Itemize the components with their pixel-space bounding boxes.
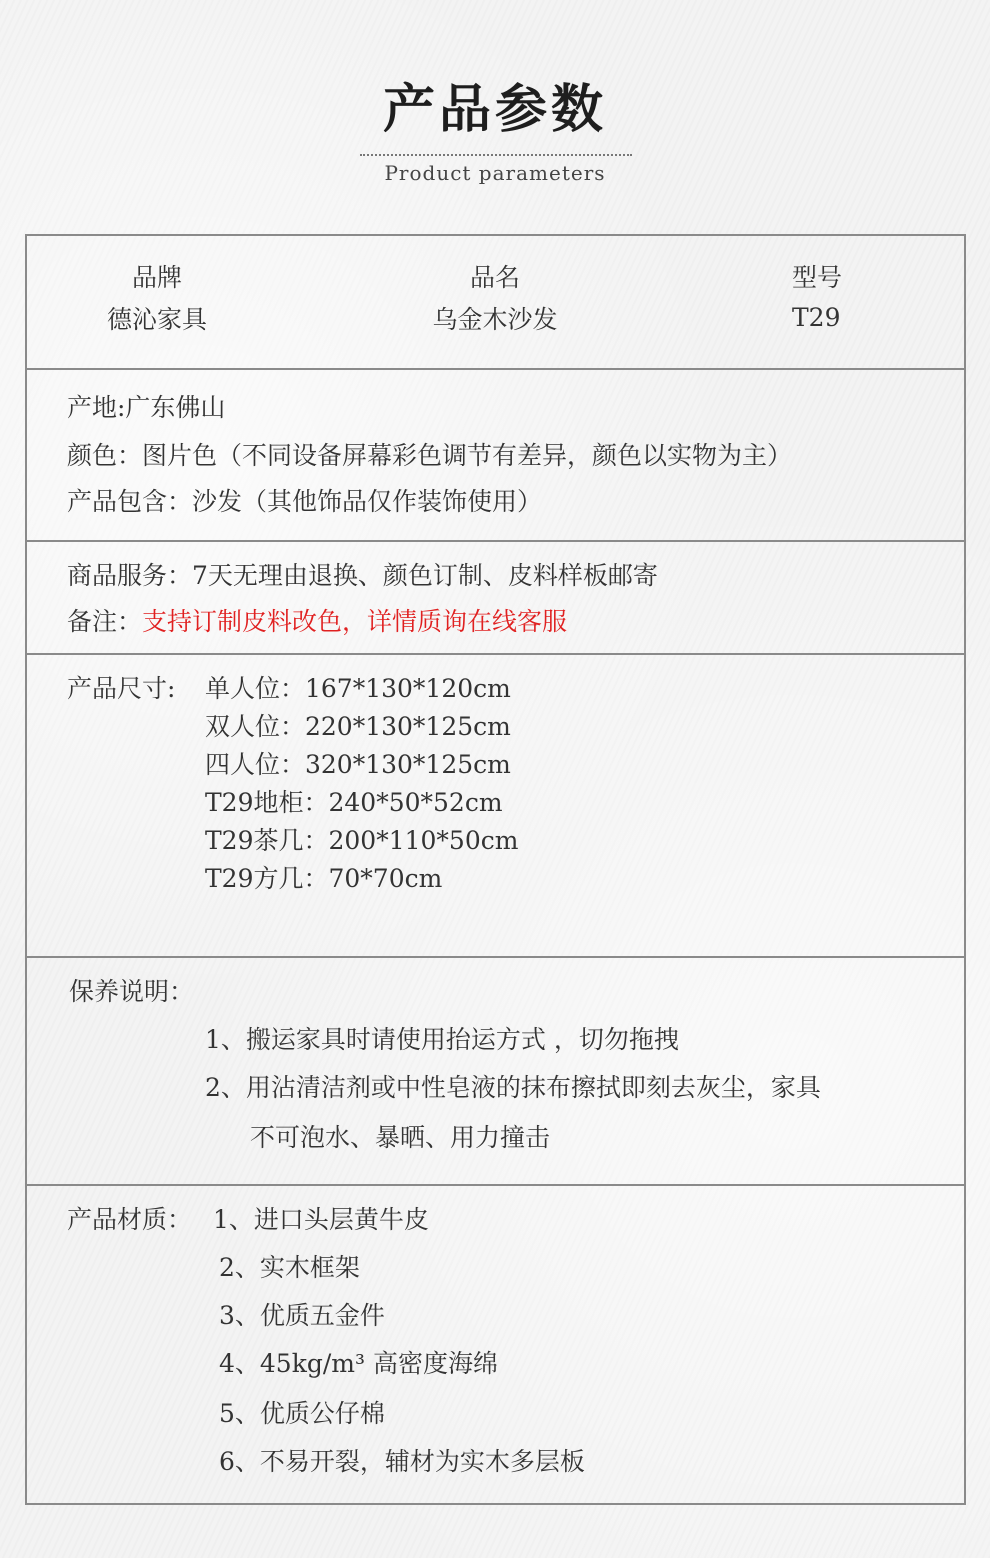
parameters-table <box>25 234 966 1505</box>
color-value: 图片色（不同设备屏幕彩色调节有差异，颜色以实物为主） <box>142 441 793 470</box>
material-item: 5、优质公仔棉 <box>219 1399 385 1428</box>
brand-label: 品牌 <box>131 263 182 292</box>
model-label: 型号 <box>791 263 842 292</box>
service-row <box>27 542 964 655</box>
size-item: 单人位：167*130*120cm <box>205 674 511 703</box>
color-line <box>67 440 792 472</box>
material-row <box>27 1186 964 1503</box>
includes-label: 产品包含： <box>67 487 193 516</box>
size-item: T29方几：70*70cm <box>205 864 443 893</box>
includes-value: 沙发（其他饰品仅作装饰使用） <box>192 487 543 516</box>
service-line <box>67 560 658 592</box>
product-name-value: 乌金木沙发 <box>432 305 558 334</box>
origin-text: 产地:广东佛山 <box>67 393 226 422</box>
size-item: T29地柜：240*50*52cm <box>205 788 503 817</box>
care-item: 不可泡水、暴晒、用力撞击 <box>250 1123 551 1152</box>
care-label: 保养说明： <box>69 977 195 1006</box>
product-name-label: 品名 <box>469 263 520 292</box>
sizes-row <box>27 655 964 958</box>
material-item: 1、进口头层黄牛皮 <box>213 1205 429 1234</box>
origin-row <box>27 370 964 542</box>
size-item: 双人位：220*130*125cm <box>205 712 511 741</box>
header <box>0 0 990 200</box>
dotted-divider <box>360 154 632 156</box>
includes-line <box>67 486 542 518</box>
note-label: 备注： <box>67 607 143 636</box>
service-value: 7天无理由退换、颜色订制、皮料样板邮寄 <box>192 561 658 590</box>
material-item: 2、实木框架 <box>219 1253 360 1282</box>
care-item: 2、用沾清洁剂或中性皂液的抹布擦拭即刻去灰尘，家具 <box>205 1073 821 1102</box>
material-label: 产品材质： <box>67 1205 193 1234</box>
sizes-label: 产品尺寸: <box>67 674 176 703</box>
brand-value: 德沁家具 <box>106 305 207 334</box>
basics-row <box>27 236 964 370</box>
service-label: 商品服务： <box>67 561 193 590</box>
model-value: T29 <box>792 303 841 332</box>
care-item: 1、搬运家具时请使用抬运方式 ，切勿拖拽 <box>205 1025 679 1054</box>
care-row <box>27 958 964 1186</box>
page-subtitle: Product parameters <box>384 161 606 185</box>
material-item: 6、不易开裂，辅材为实木多层板 <box>219 1447 585 1476</box>
size-item: T29茶几：200*110*50cm <box>205 826 519 855</box>
color-label: 颜色： <box>67 441 143 470</box>
note-line <box>67 606 567 638</box>
material-item: 3、优质五金件 <box>219 1301 385 1330</box>
page-title: 产品参数 <box>382 80 607 140</box>
size-item: 四人位：320*130*125cm <box>205 750 511 779</box>
material-item: 4、45kg/m³ 高密度海绵 <box>219 1349 498 1378</box>
note-value: 支持订制皮料改色，详情质询在线客服 <box>142 607 568 636</box>
